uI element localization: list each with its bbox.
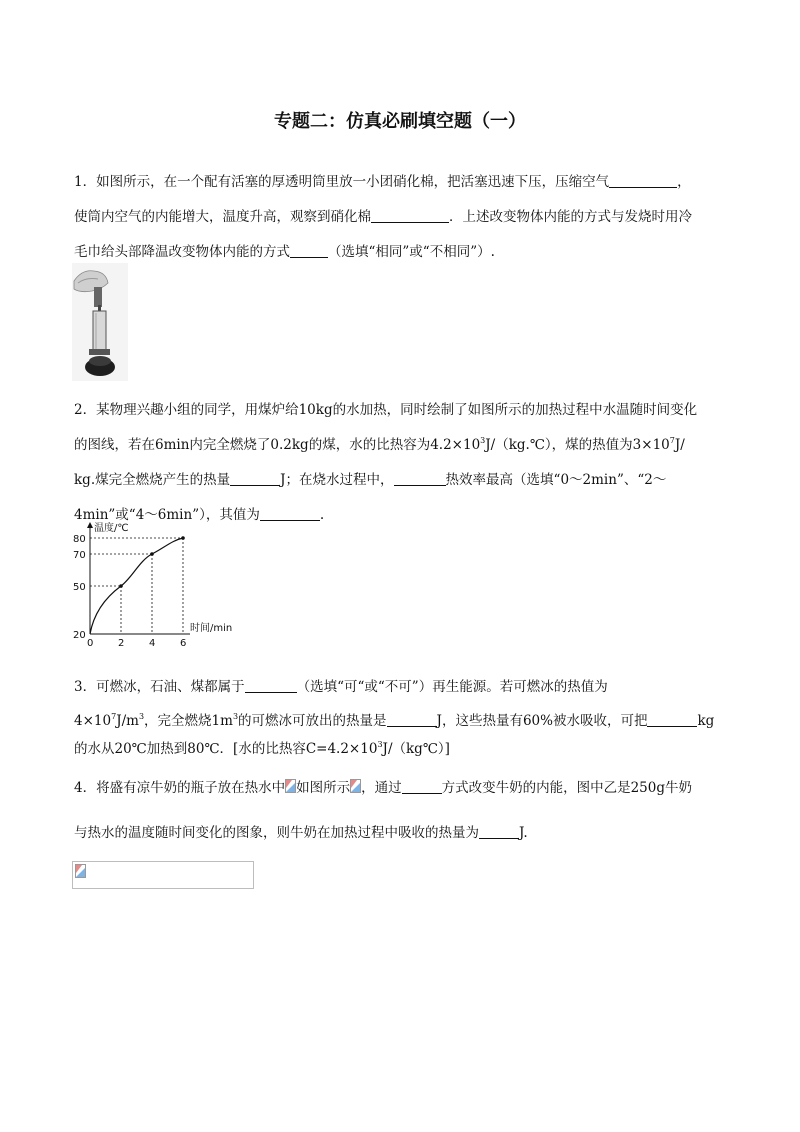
q2-text: 的图线，若在6min内完全燃烧了0.2kg的煤，水的比热容为4.2×10 xyxy=(74,437,481,453)
x-tick-label: 4 xyxy=(149,638,156,649)
q3-sup: 3 xyxy=(377,740,383,749)
q4-text: J. xyxy=(519,825,528,841)
y-tick-label: 50 xyxy=(73,582,86,593)
q1-blank-2[interactable] xyxy=(371,208,449,223)
q3-text: J/m xyxy=(116,713,139,729)
q2-blank-3[interactable] xyxy=(260,506,320,521)
q4-text: ，通过 xyxy=(361,780,402,796)
q4-text: 如图所示 xyxy=(296,780,351,796)
question-2 xyxy=(74,400,724,525)
q1-text: 毛巾给头部降温改变物体内能的方式 xyxy=(74,244,290,260)
data-point xyxy=(119,584,123,588)
q3-text: 的可燃冰可放出的热量是 xyxy=(238,713,387,729)
q3-text: （选填“可“或“不可”）再生能源。若可燃冰的热值为 xyxy=(296,679,608,695)
q3-sup: 7 xyxy=(111,712,117,721)
q2-text: kg.煤完全燃烧产生的热量 xyxy=(74,472,231,488)
x-axis-label: 时间/min xyxy=(190,623,233,634)
data-point xyxy=(181,536,185,540)
q2-text: 热效率最高（选填“0～2min”、“2～ xyxy=(445,472,667,488)
q1-text: （选填“相同”或“不相同”）. xyxy=(328,244,495,260)
broken-image-icon xyxy=(75,864,86,878)
q2-text: J/（kg.℃），煤的热值为3×10 xyxy=(485,437,670,453)
q2-text: 4min”或“4～6min”），其值为 xyxy=(74,507,260,523)
q3-sup: 3 xyxy=(232,712,239,721)
temperature-time-chart xyxy=(70,521,250,651)
q1-text: ．上述改变物体内能的方式与发烧时用冷 xyxy=(449,209,692,225)
q3-sup: 3 xyxy=(138,712,145,721)
q2-text: . xyxy=(319,507,325,523)
y-tick-label: 20 xyxy=(73,630,86,641)
missing-image-frame xyxy=(72,861,254,889)
q1-text-end: ， xyxy=(677,174,691,190)
question-3 xyxy=(74,677,724,759)
q3-text: 的水从20℃加热到80℃．[水的比热容C=4.2×10 xyxy=(74,741,378,757)
broken-image-icon xyxy=(350,779,361,793)
q2-text: J/ xyxy=(674,437,685,453)
q3-blank-2[interactable] xyxy=(387,712,437,727)
q4-text: 方式改变牛奶的内能，图中乙是250g牛奶 xyxy=(441,780,693,796)
q3-text: J，这些热量有60%被水吸收，可把 xyxy=(436,713,648,729)
q3-text: J/（kg℃）] xyxy=(382,741,450,757)
y-tick-label: 70 xyxy=(73,550,86,561)
q4-text: 4．将盛有凉牛奶的瓶子放在热水中 xyxy=(74,780,286,796)
q1-blank-1[interactable] xyxy=(609,173,677,188)
q1-text: 1．如图所示，在一个配有活塞的厚透明筒里放一小团硝化棉，把活塞迅速下压，压缩空气 xyxy=(74,174,610,190)
x-tick-label: 0 xyxy=(87,638,94,649)
q3-text: 3．可燃冰，石油、煤都属于 xyxy=(74,679,245,695)
q3-blank-1[interactable] xyxy=(245,678,297,693)
question-4 xyxy=(74,778,724,843)
q2-text: J；在烧水过程中， xyxy=(280,472,394,488)
question-1 xyxy=(74,172,724,262)
q3-blank-3[interactable] xyxy=(647,712,697,727)
q2-sup: 7 xyxy=(669,436,675,445)
q4-blank-1[interactable] xyxy=(402,779,442,794)
q4-blank-2[interactable] xyxy=(479,824,519,839)
q2-text: 2．某物理兴趣小组的同学，用煤炉给10kg的水加热，同时绘制了如图所示的加热过程中水温随时间变化 xyxy=(74,402,698,418)
q3-text: 4×10 xyxy=(74,713,112,729)
y-tick-label: 80 xyxy=(73,534,86,545)
q4-text: 与热水的温度随时间变化的图象，则牛奶在加热过程中吸收的热量为 xyxy=(74,825,479,841)
q3-text: kg xyxy=(697,713,715,729)
y-axis-label: 温度/℃ xyxy=(94,523,129,534)
piston-cylinder-image xyxy=(72,263,128,381)
q1-text: 使筒内空气的内能增大，温度升高，观察到硝化棉 xyxy=(74,209,371,225)
q2-blank-2[interactable] xyxy=(394,471,446,486)
x-tick-label: 6 xyxy=(180,638,187,649)
x-tick-label: 2 xyxy=(118,638,125,649)
page-title: 专题二：仿真必刷填空题（一） xyxy=(274,111,526,132)
q3-text: ，完全燃烧1m xyxy=(144,713,233,729)
q2-blank-1[interactable] xyxy=(230,471,280,486)
broken-image-icon xyxy=(285,779,296,793)
data-point xyxy=(150,552,154,556)
q2-sup: 3 xyxy=(480,436,486,445)
q1-blank-3[interactable] xyxy=(290,243,328,258)
